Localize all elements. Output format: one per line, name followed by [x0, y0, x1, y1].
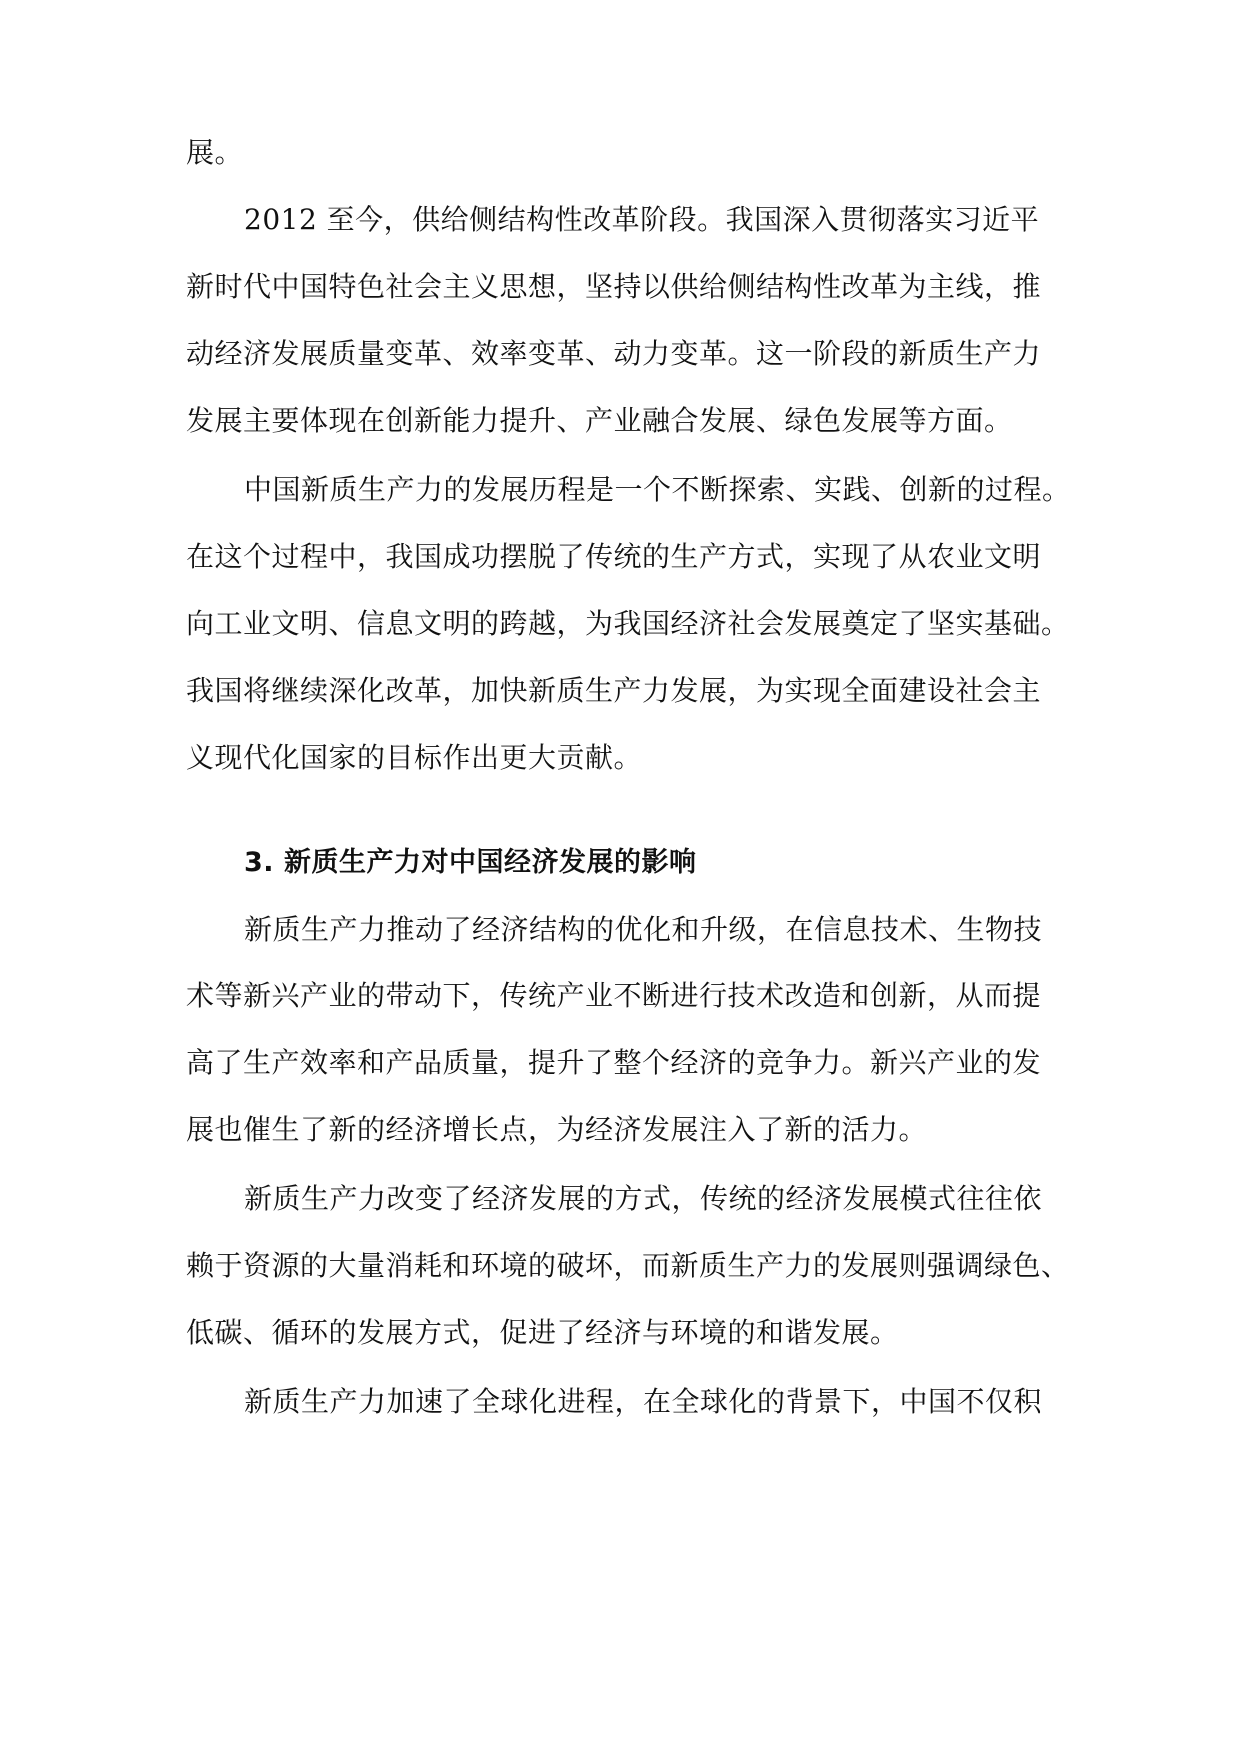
paragraph-line: 高了生产效率和产品质量，提升了整个经济的竞争力。新兴产业的发: [186, 1046, 1042, 1079]
paragraph-line: 在这个过程中，我国成功摆脱了传统的生产方式，实现了从农业文明: [186, 540, 1042, 573]
paragraph-line: 我国将继续深化改革，加快新质生产力发展，为实现全面建设社会主: [186, 674, 1042, 707]
paragraph-line: 向工业文明、信息文明的跨越，为我国经济社会发展奠定了坚实基础。: [186, 607, 1070, 640]
paragraph-line: 低碳、循环的发展方式，促进了经济与环境的和谐发展。: [186, 1316, 899, 1349]
paragraph-line: 义现代化国家的目标作出更大贡献。: [186, 741, 643, 774]
paragraph-line: 术等新兴产业的带动下，传统产业不断进行技术改造和创新，从而提: [186, 979, 1042, 1012]
paragraph-line: 发展主要体现在创新能力提升、产业融合发展、绿色发展等方面。: [186, 404, 1013, 437]
paragraph-line: 展也催生了新的经济增长点，为经济发展注入了新的活力。: [186, 1113, 928, 1146]
paragraph-line: 动经济发展质量变革、效率变革、动力变革。这一阶段的新质生产力: [186, 337, 1042, 370]
paragraph-line: 赖于资源的大量消耗和环境的破坏，而新质生产力的发展则强调绿色、: [186, 1249, 1070, 1282]
paragraph-line: 新时代中国特色社会主义思想，坚持以供给侧结构性改革为主线，推: [186, 270, 1042, 303]
paragraph-line: 展。: [186, 136, 244, 169]
paragraph-line: 中国新质生产力的发展历程是一个不断探索、实践、创新的过程。: [244, 473, 1071, 506]
paragraph-line: 新质生产力推动了经济结构的优化和升级，在信息技术、生物技: [244, 913, 1043, 946]
paragraph-line: 2012 至今，供给侧结构性改革阶段。我国深入贯彻落实习近平: [244, 203, 1040, 236]
section-heading: 3. 新质生产力对中国经济发展的影响: [244, 847, 697, 878]
paragraph-line: 新质生产力改变了经济发展的方式，传统的经济发展模式往往依: [244, 1182, 1043, 1215]
paragraph-line: 新质生产力加速了全球化进程，在全球化的背景下，中国不仅积: [244, 1385, 1043, 1418]
